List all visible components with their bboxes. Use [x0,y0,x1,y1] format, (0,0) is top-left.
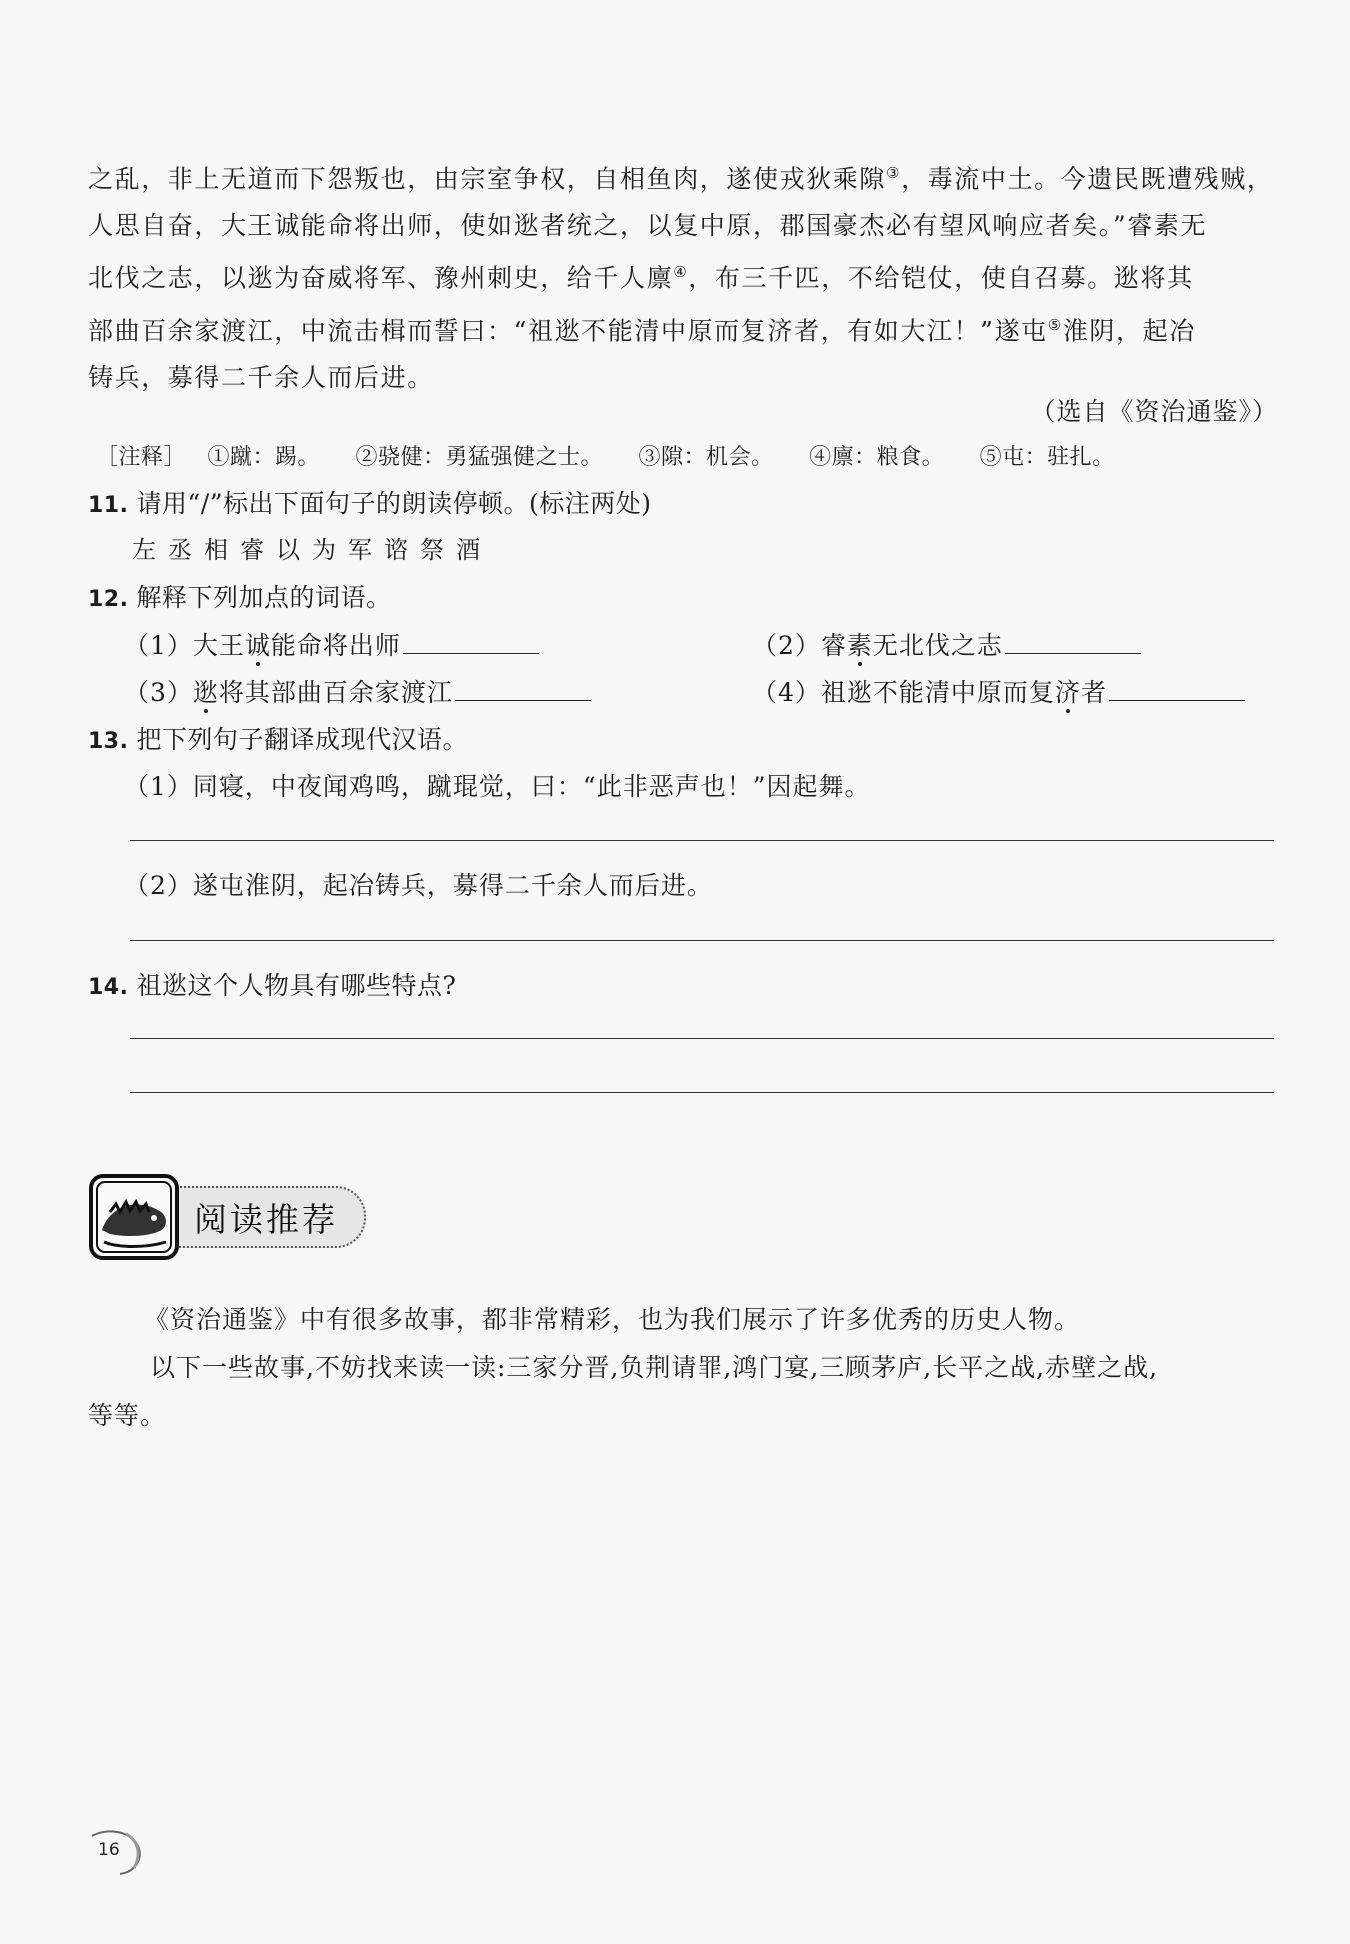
q12-item-2: （2）睿素无北伐之志 [752,626,1141,662]
section-title: 阅读推荐 [194,1200,338,1239]
recommend-paragraph-2: 以下一些故事,不妨找来读一读:三家分晋,负荆请罪,鸿门宴,三顾茅庐,长平之战,赤壁之战, [150,1353,1159,1382]
passage-line-1: 之乱，非上无道而下怨叛也，由宗室争权，自相鱼肉，遂使戎狄乘隙③，毒流中土。今遗民既遭残贼， [88,164,1274,194]
passage-line-4: 部曲百余家渡江，中流击楫而誓曰：“祖逖不能清中原而复济者，有如大江！”遂屯⑤淮阴，起冶 [88,315,1196,345]
q12-item-4: （4）祖逖不能清中原而复济者 [752,673,1245,709]
answer-blank[interactable] [1109,676,1245,701]
answer-blank[interactable] [455,676,591,701]
question-number: 12. [88,587,129,612]
question-text: 把下列句子翻译成现代汉语。 [136,725,468,754]
note-1: ①蹴：踢。 [207,445,321,470]
page-number: 16 [98,1840,120,1860]
q12-item-1: （1）大王诚能命将出师 [124,626,539,662]
q13-item-2: （2）遂屯淮阴，起冶铸兵，募得二千余人而后进。 [124,871,713,900]
classical-passage [88,150,1278,401]
question-text: 请用“/”标出下面句子的朗读停顿。(标注两处) [136,489,652,518]
notes-label: ［注释］ [96,445,187,470]
question-text: 解释下列加点的词语。 [136,583,392,612]
q13-item-1: （1）同寝，中夜闻鸡鸣，蹴琨觉，曰：“此非恶声也！”因起舞。 [124,772,871,801]
passage-line-2: 人思自奋，大王诚能命将出师，使如逖者统之，以复中原，郡国豪杰必有望风响应者矣。”睿素无 [88,211,1208,241]
page-number-badge [86,1826,146,1876]
q12-item-3: （3）逖将其部曲百余家渡江 [124,673,591,709]
pause-sentence[interactable]: 左丞相睿以为军谘祭酒 [132,536,492,564]
note-2: ②骁健：勇猛强健之士。 [355,445,604,470]
question-12 [88,578,392,614]
dinosaur-book-icon [88,1172,184,1262]
note-3: ③隙：机会。 [638,445,774,470]
note-5: ⑤屯：驻扎。 [979,445,1115,470]
question-11 [88,484,651,520]
question-13 [88,720,468,756]
recommend-paragraph-3: 等等。 [88,1401,167,1430]
answer-line[interactable] [130,1092,1274,1093]
reading-recommendation-header [88,1172,368,1262]
note-4: ④廪：粮食。 [809,445,945,470]
source-citation: （选自《资治通鉴》） [1030,397,1278,426]
answer-blank[interactable] [1005,629,1141,654]
question-14 [88,966,456,1002]
answer-line[interactable] [130,840,1274,841]
question-number: 11. [88,493,129,518]
question-number: 14. [88,975,129,1000]
answer-line[interactable] [130,940,1274,941]
answer-blank[interactable] [403,629,539,654]
passage-line-5: 铸兵，募得二千余人而后进。 [88,362,434,392]
answer-line[interactable] [130,1038,1274,1039]
question-number: 13. [88,729,129,754]
question-text: 祖逖这个人物具有哪些特点? [136,971,457,1000]
recommend-paragraph-1: 《资治通鉴》中有很多故事，都非常精彩，也为我们展示了许多优秀的历史人物。 [144,1305,1081,1334]
passage-line-3: 北伐之志，以逖为奋威将军、豫州刺史，给千人廪④，布三千匹，不给铠仗，使自召募。逖将其 [88,263,1194,293]
annotations [96,440,1143,471]
